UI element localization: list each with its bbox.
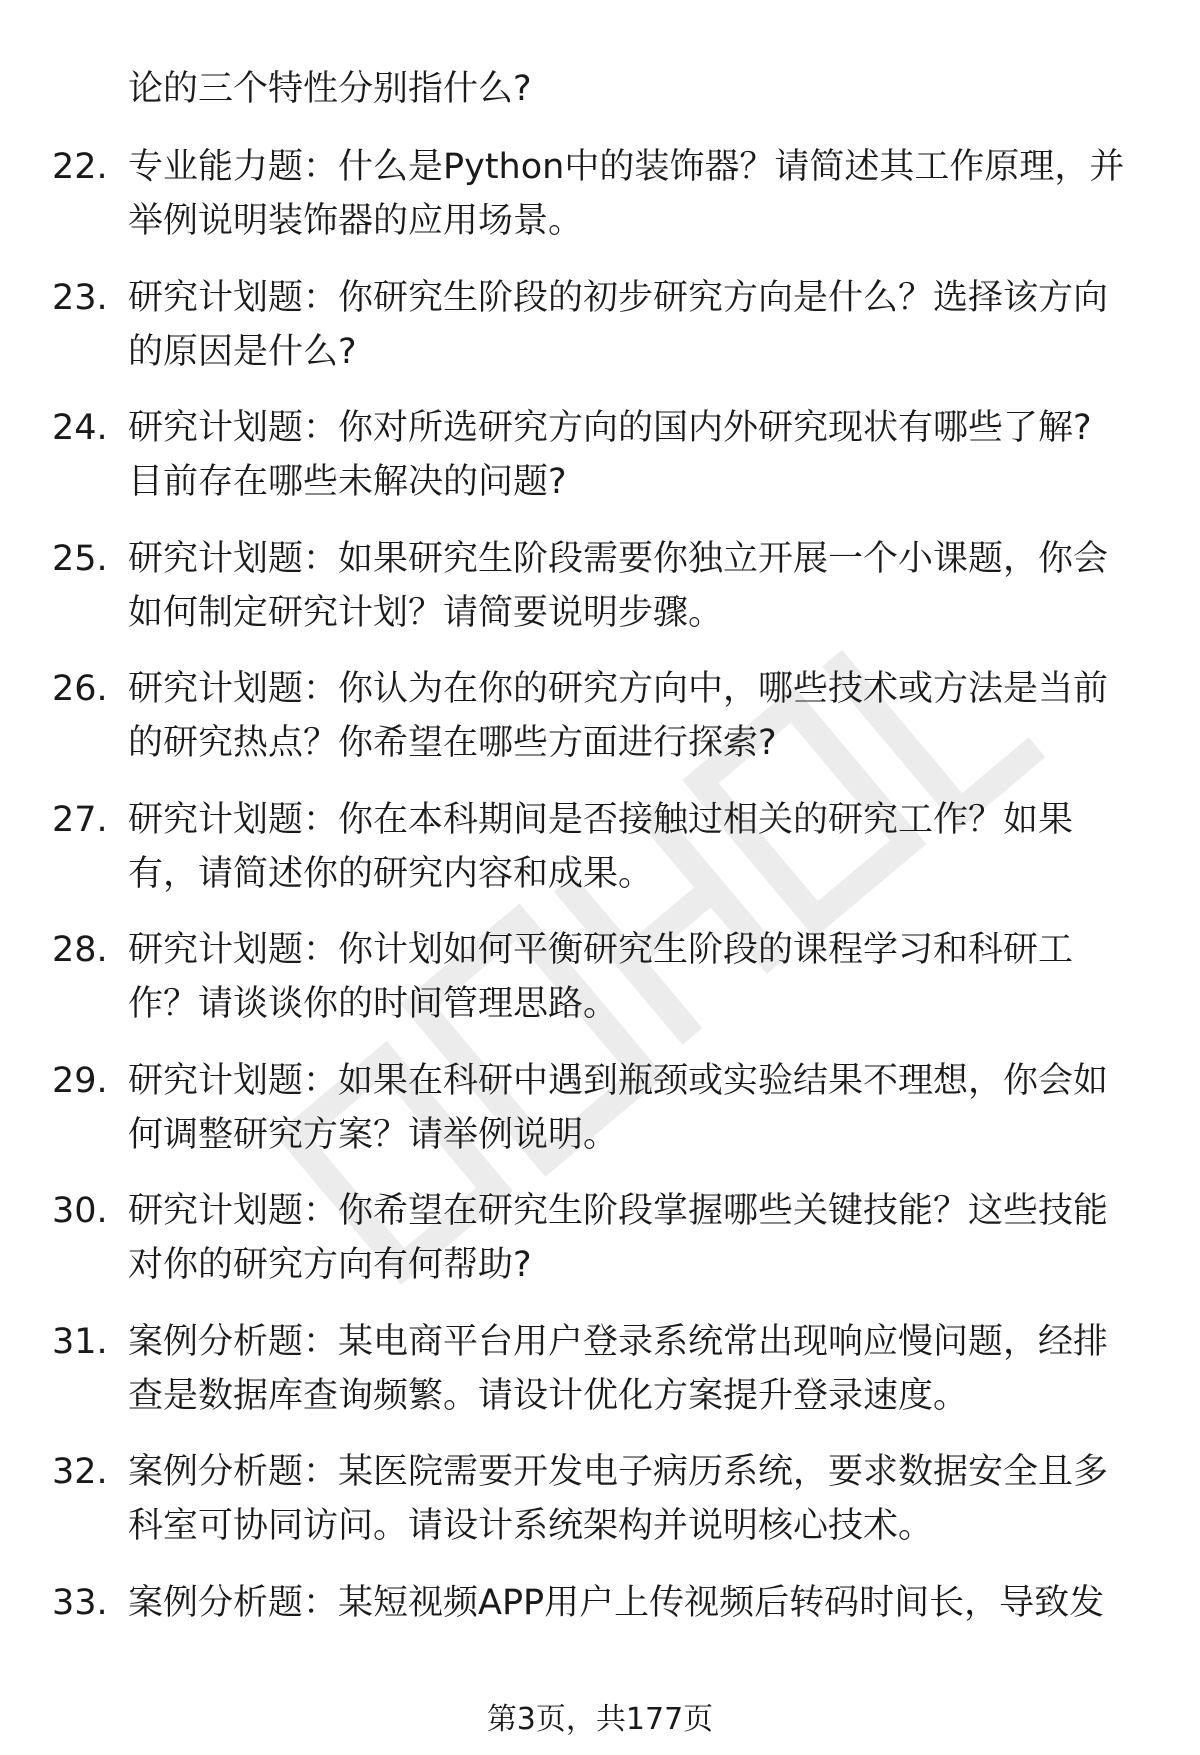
- question-number: 28.: [52, 930, 108, 970]
- question-item: [0, 662, 1200, 793]
- question-number: 33.: [52, 1582, 108, 1623]
- question-item: [0, 1184, 1200, 1315]
- question-number: 32.: [52, 1452, 108, 1492]
- question-number: 22.: [52, 147, 108, 187]
- question-item: [0, 1445, 1200, 1576]
- question-number: 25.: [52, 538, 108, 579]
- question-text: 研究计划题：你研究生阶段的初步研究方向是什么？选择该方向 的原因是什么?: [128, 277, 1109, 372]
- question-text: 研究计划题：你对所选研究方向的国内外研究现状有哪些了解? 目前存在哪些未解决的问题?: [128, 408, 1092, 502]
- question-text: 案例分析题：某医院需要开发电子病历系统，要求数据安全且多 科室可协同访问。请设计系统架构并说明核心技术。: [128, 1452, 1109, 1546]
- question-text: 案例分析题：某电商平台用户登录系统常出现响应慢问题，经排 查是数据库查询频繁。请设计优化方案提升登录速度。: [128, 1321, 1109, 1416]
- question-item: [0, 401, 1200, 532]
- question-item: [0, 1576, 1200, 1707]
- question-number: 23.: [52, 277, 108, 318]
- question-item: [0, 793, 1200, 924]
- question-item: [0, 1315, 1200, 1446]
- page-footer: 第3页，共177页: [486, 1702, 714, 1737]
- question-text: 研究计划题：如果研究生阶段需要你独立开展一个小课题，你会 如何制定研究计划？请简要说明步骤。: [128, 538, 1109, 633]
- continued-question-text: 论的三个特性分别指什么?: [128, 69, 532, 109]
- question-text: 研究计划题：你在本科期间是否接触过相关的研究工作？如果 有，请简述你的研究内容和成果。: [128, 799, 1074, 894]
- question-number: 24.: [52, 408, 108, 448]
- question-number: 26.: [52, 669, 108, 709]
- question-text: 专业能力题：什么是Python中的装饰器？请简述其工作原理，并 举例说明装饰器的应用场景。: [128, 147, 1125, 241]
- question-list: [0, 140, 1200, 1706]
- question-number: 29.: [52, 1060, 108, 1101]
- question-number: 30.: [52, 1191, 108, 1231]
- question-item: [0, 1054, 1200, 1185]
- question-number: 27.: [52, 799, 108, 840]
- question-item: [0, 271, 1200, 402]
- question-text: 研究计划题：你认为在你的研究方向中，哪些技术或方法是当前 的研究热点？你希望在哪些方面进行探索?: [128, 669, 1109, 763]
- question-text: 研究计划题：你计划如何平衡研究生阶段的课程学习和科研工 作？请谈谈你的时间管理思路。: [128, 930, 1074, 1024]
- question-text: 研究计划题：如果在科研中遇到瓶颈或实验结果不理想，你会如 何调整研究方案？请举例说明。: [128, 1060, 1109, 1155]
- question-item: [0, 532, 1200, 663]
- question-number: 31.: [52, 1321, 108, 1362]
- question-text: 研究计划题：你希望在研究生阶段掌握哪些关键技能？这些技能 对你的研究方向有何帮助?: [128, 1191, 1109, 1285]
- question-item: [0, 923, 1200, 1054]
- question-item: [0, 140, 1200, 271]
- question-text: 案例分析题：某短视频APP用户上传视频后转码时间长，导致发: [128, 1582, 1105, 1623]
